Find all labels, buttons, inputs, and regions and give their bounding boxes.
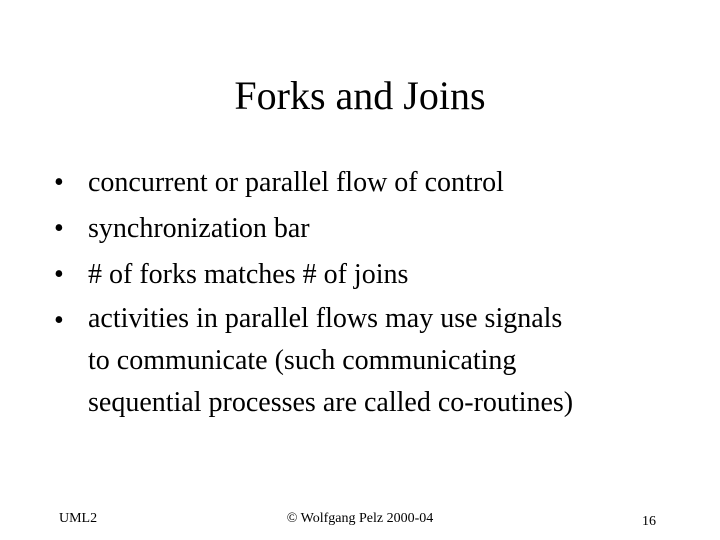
bullet-item xyxy=(54,160,674,206)
footer-copyright: © Wolfgang Pelz 2000-04 xyxy=(286,511,434,526)
bullet-text: synchronization bar xyxy=(88,213,310,244)
bullet-icon: • xyxy=(54,213,64,244)
bullet-text: activities in parallel flows may use signals xyxy=(88,303,563,334)
bullet-text-continuation: to communicate (such communicating xyxy=(88,345,517,376)
bullet-icon: • xyxy=(54,259,64,290)
bullet-text-continuation: sequential processes are called co-routines) xyxy=(88,387,574,418)
bullet-icon: • xyxy=(54,167,64,198)
bullet-item xyxy=(54,206,674,252)
bullet-text: concurrent or parallel flow of control xyxy=(88,167,504,198)
page-number: 16 xyxy=(642,514,656,529)
bullet-list xyxy=(54,160,674,424)
bullet-item xyxy=(54,298,674,424)
slide-title: Forks and Joins xyxy=(234,73,486,118)
bullet-icon: • xyxy=(54,305,64,336)
footer-course-label: UML2 xyxy=(59,511,98,526)
bullet-item xyxy=(54,252,674,298)
bullet-text: # of forks matches # of joins xyxy=(88,259,409,290)
